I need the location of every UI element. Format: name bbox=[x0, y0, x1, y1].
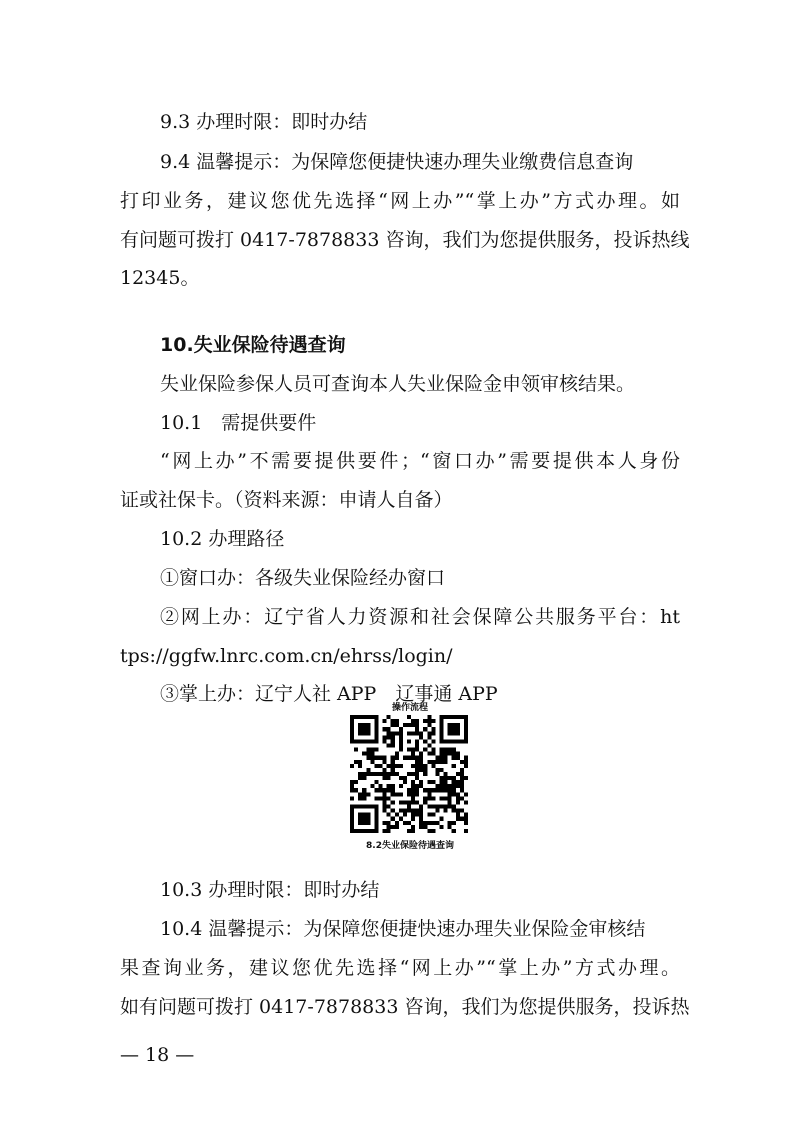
line-10-3: 10.3 办理时限：即时办结 bbox=[160, 879, 380, 901]
line-10-4: 10.4 温馨提示：为保障您便捷快速办理失业保险金审核结 bbox=[160, 918, 646, 940]
section-10-intro: 失业保险参保人员可查询本人失业保险金申领审核结果。 bbox=[160, 373, 636, 395]
section-10-heading: 10.失业保险待遇查询 bbox=[160, 334, 346, 356]
line-10-1: 10.1 需提供要件 bbox=[160, 412, 317, 434]
path-window: ①窗口办：各级失业保险经办窗口 bbox=[160, 567, 446, 589]
line-9-4-cont-3: 12345。 bbox=[120, 267, 200, 289]
qr-caption-top: 操作流程 bbox=[391, 703, 428, 713]
line-10-4-cont-2: 如有问题可拨打 0417-7878833 咨询，我们为您提供服务，投诉热 bbox=[120, 996, 690, 1018]
line-9-4: 9.4 温馨提示：为保障您便捷快速办理失业缴费信息查询 bbox=[160, 151, 634, 173]
line-9-3: 9.3 办理时限：即时办结 bbox=[160, 111, 368, 133]
line-10-4-cont-1: 果查询业务，建议您优先选择“网上办”“掌上办”方式办理。 bbox=[120, 957, 680, 979]
line-9-4-cont-2: 有问题可拨打 0417-7878833 咨询，我们为您提供服务，投诉热线 bbox=[120, 229, 690, 251]
qr-caption-bottom: 8.2失业保险待遇查询 bbox=[366, 841, 454, 851]
line-9-4-cont-1: 打印业务，建议您优先选择“网上办”“掌上办”方式办理。如 bbox=[120, 190, 680, 212]
path-mobile: ③掌上办：辽宁人社 APP 辽事通 APP bbox=[160, 683, 498, 705]
line-10-2: 10.2 办理路径 bbox=[160, 528, 285, 550]
line-10-1-body-cont: 证或社保卡。（资料来源：申请人自备） bbox=[120, 489, 453, 511]
page-number: — 18 — bbox=[120, 1044, 195, 1066]
line-10-1-body: “网上办”不需要提供要件；“窗口办”需要提供本人身份 bbox=[160, 450, 680, 472]
path-online-url[interactable]: tps://ggfw.lnrc.com.cn/ehrss/login/ bbox=[120, 645, 453, 667]
path-online: ②网上办：辽宁省人力资源和社会保障公共服务平台：ht bbox=[160, 606, 680, 628]
qr-code bbox=[350, 715, 468, 833]
